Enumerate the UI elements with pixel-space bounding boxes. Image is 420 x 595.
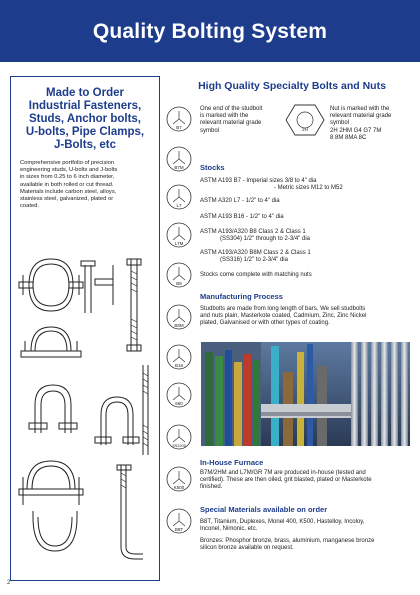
special-materials-heading: Special Materials available on order: [200, 505, 328, 514]
page-header: [0, 0, 420, 62]
sidebar-desc-line: available in both rolled or cut thread.: [20, 181, 114, 188]
threaded-rod-drawing: [143, 365, 148, 455]
grade-mark-b8: [164, 260, 194, 290]
nut-hexagon-icon: [285, 102, 325, 138]
grade-mark-b16: [164, 342, 194, 372]
sidebar-title-line: J-Bolts, etc: [54, 139, 116, 151]
nut-mark-note: [330, 106, 414, 142]
u-bolt-plan-drawing: [81, 261, 113, 313]
furnace-line: B7M/2HM and L7M/GR 7M are produced in-house (tested and: [200, 470, 366, 476]
stud-mark-line: One end of the studbolt: [200, 106, 263, 112]
grade-mark-label: L7M: [174, 241, 184, 246]
page-title: Quality Bolting System: [92, 20, 328, 43]
sidebar-desc-line: engineering studs, U-bolts and J-bolts: [20, 167, 118, 174]
stock-item-line: - Metric sizes M12 to M52: [274, 185, 343, 192]
stock-item-line: ASTM A193/A320 B8 Class 2 & Class 1: [200, 229, 306, 235]
stock-item-line: (SS316) 1/2" to 2-3/4" dia: [220, 257, 288, 264]
furnace-heading: In-House Furnace: [200, 458, 264, 467]
furnace-text: [200, 470, 415, 492]
grade-mark-b7m: [164, 144, 194, 174]
grade-mark-label: B8T: [174, 527, 184, 532]
stock-item-line: (SS304) 1/2" through to 2-3/4" dia: [220, 236, 310, 243]
u-bolt-drawing-3: [33, 511, 77, 551]
grade-mark-ss2205: [164, 422, 194, 452]
bronze-materials-line: silicon bronze available on request.: [200, 545, 294, 552]
grade-mark-b8m: [164, 302, 194, 332]
stock-item: [200, 198, 415, 205]
sidebar-desc-line: in sizes from 0.25 to 6 inch diameter,: [20, 174, 115, 181]
stock-item: [200, 229, 415, 243]
sidebar-title-line: Industrial Fasteners,: [28, 100, 142, 112]
nut-mark-line: 2H 2HM G4 G7 7M: [330, 127, 382, 134]
bronze-materials-line: Bronzes: Phosphor bronze, brass, aluminium, manganese bronze: [200, 538, 375, 544]
manufacturing-line: and nuts plain, Masterkote coated, Cadmium, Zinc, Zinc Nickel: [200, 313, 367, 320]
u-bolt-drawing-2: [95, 397, 139, 445]
sidebar-desc-line: stainless steel, galvanized, plated or: [20, 196, 114, 203]
manufacturing-line: plated, Galvanised or with other types of coating.: [200, 320, 330, 327]
sidebar-title-line: U-bolts, Pipe Clamps,: [25, 126, 145, 138]
grade-marks-column: [164, 104, 194, 574]
stock-item: [200, 214, 415, 221]
sidebar-title: [11, 87, 159, 152]
sidebar-title-line: Made to Order: [46, 87, 124, 99]
stock-item-line: ASTM A193 B16 - 1/2" to 4" dia: [200, 214, 284, 220]
sidebar-description: [20, 160, 151, 210]
nut-mark-line: Nut is marked with the: [330, 106, 390, 112]
sidebar-panel: [10, 76, 160, 581]
special-materials-line: B8T, Titanium, Duplexes, Monel 400, K500, Hastelloy, Incoloy,: [200, 519, 365, 525]
page-number: 2: [7, 580, 11, 586]
stock-item: [200, 250, 415, 264]
special-materials-text: [200, 519, 415, 533]
nut-mark-line: 8 8M 8MA 8C: [330, 134, 367, 141]
grade-mark-660: [164, 380, 194, 410]
nut-mark-label: 2H: [302, 127, 308, 132]
grade-mark-label: B7M: [174, 165, 184, 170]
grade-mark-b7: [164, 104, 194, 134]
stud-bolt-drawing: [127, 259, 141, 351]
manufacturing-text: [200, 306, 415, 328]
manufacturing-line: Studbolts are made from long length of bars. We sell studbolts: [200, 306, 366, 312]
grade-mark-label: B16: [174, 363, 184, 368]
stud-mark-line: symbol: [200, 127, 220, 134]
manufacturing-heading: Manufacturing Process: [200, 292, 283, 301]
grade-mark-l7m: [164, 220, 194, 250]
sidebar-title-line: Studs, Anchor bolts,: [28, 113, 142, 125]
stock-item-line: ASTM A193/A320 B8M Class 2 & Class 1: [200, 250, 311, 256]
stock-item-line: ASTM A320 L7 - 1/2" to 4" dia: [200, 198, 280, 204]
grade-mark-label: 660: [175, 401, 183, 406]
sidebar-desc-line: Materials include carbon steel, alloys,: [20, 188, 117, 195]
stud-mark-line: relevant material grade: [200, 120, 262, 127]
section-title: High Quality Specialty Bolts and Nuts: [198, 80, 386, 92]
stud-mark-note: [200, 106, 280, 135]
pipe-clamp-drawing-3: [19, 461, 83, 505]
grade-mark-l7: [164, 182, 194, 212]
grade-mark-b8t: [164, 506, 194, 536]
stocks-footer: Stocks come complete with matching nuts: [200, 272, 312, 278]
grade-mark-label: K500: [173, 485, 185, 490]
grade-mark-k500: [164, 464, 194, 494]
sidebar-desc-line: coated.: [20, 203, 40, 210]
pipe-clamp-drawing-2: [21, 327, 81, 357]
grade-mark-label: B7: [176, 125, 182, 130]
grade-mark-label: SS2205: [172, 444, 186, 448]
grade-mark-label: B8: [176, 281, 182, 286]
stocks-heading: Stocks: [200, 163, 225, 172]
stud-mark-line: is marked with the: [200, 113, 249, 120]
fastener-drawings: [11, 255, 161, 575]
furnace-line: certified). These are then oiled, grit blasted, plated or Masterkote: [200, 477, 372, 484]
grade-mark-label: L7: [176, 203, 182, 208]
nut-mark-line: relevant material grade: [330, 113, 392, 120]
stock-item-line: ASTM A193 B7 - Imperial sizes 3/8 to 4" dia: [200, 178, 317, 184]
j-bolt-drawing: [117, 465, 143, 559]
u-bolt-drawing-1: [29, 385, 77, 433]
bolts-photo: [201, 342, 410, 446]
furnace-line: finished.: [200, 484, 223, 491]
nut-mark-line: symbol: [330, 120, 350, 127]
bronze-materials-text: [200, 538, 415, 552]
stock-item: [200, 178, 415, 192]
sidebar-desc-line: Comprehensive portfolio of precision: [20, 160, 115, 166]
pipe-clamp-drawing-1: [19, 259, 83, 311]
grade-mark-label: B8M: [174, 323, 184, 328]
special-materials-line: Inconel, Nimonic, etc.: [200, 526, 258, 533]
